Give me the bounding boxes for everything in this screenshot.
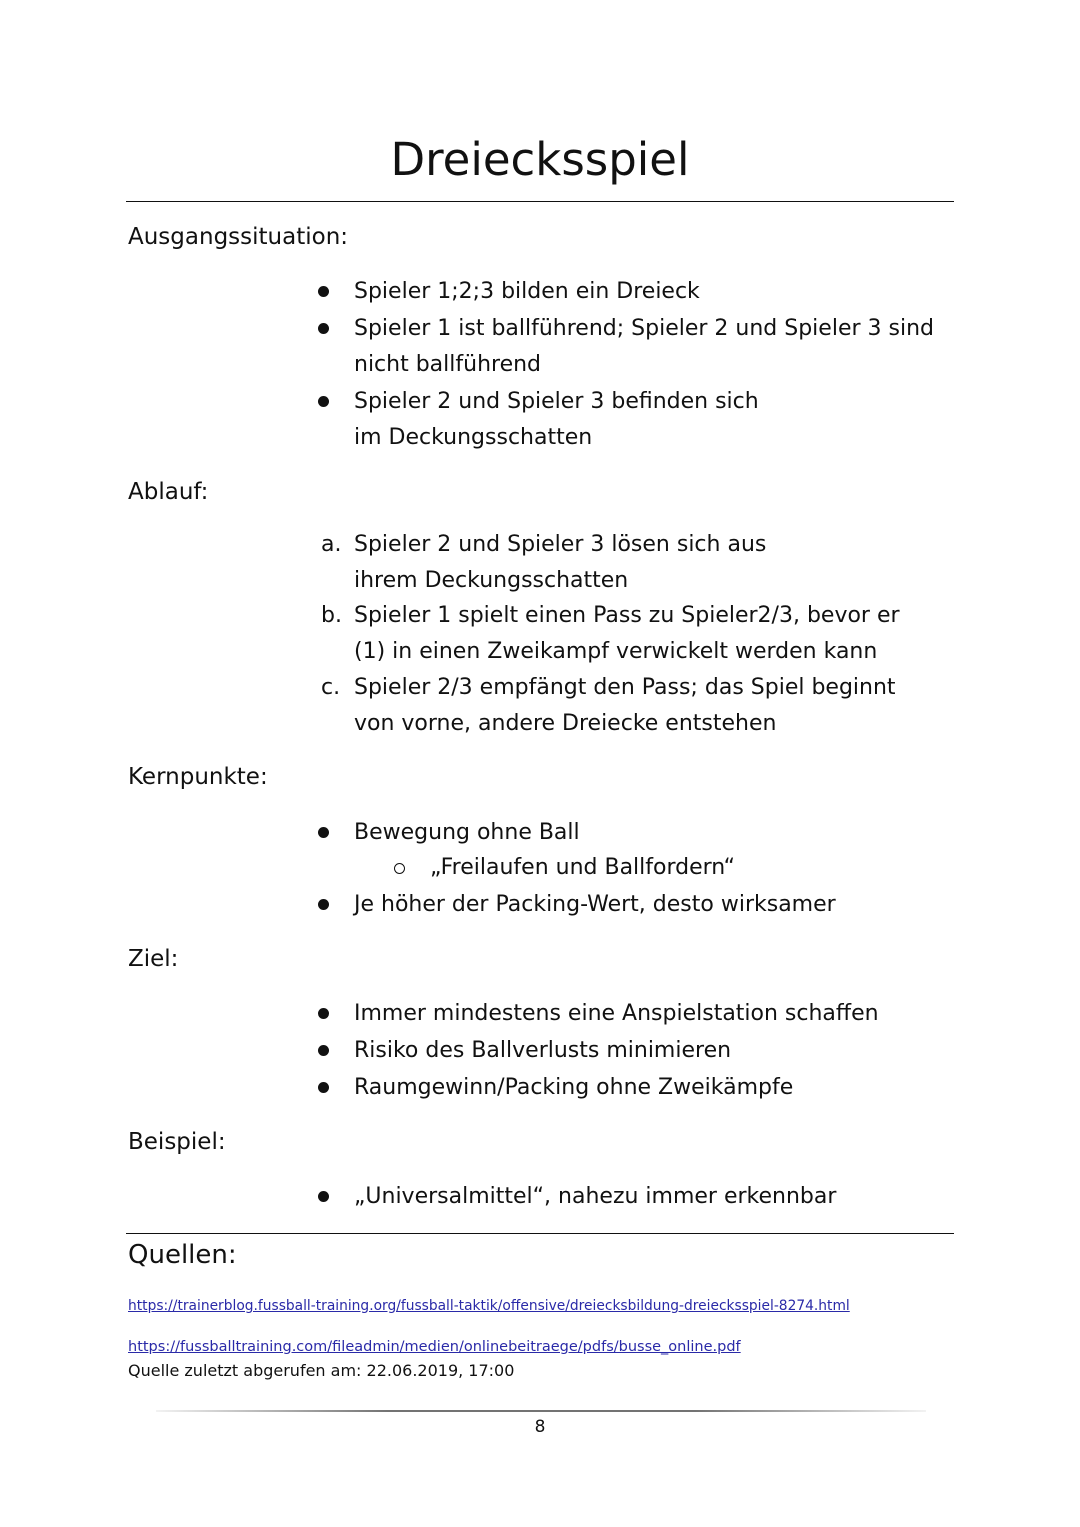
footer-divider <box>156 1410 926 1412</box>
circle-bullet-icon <box>394 863 405 874</box>
bullet-icon <box>318 286 329 297</box>
source-link[interactable]: https://trainerblog.fussball-training.org/fussball-taktik/offensive/dreiecksbildung-dreiecksspiel-8274.html <box>128 1298 850 1314</box>
list-marker: a. <box>321 532 342 557</box>
list-item: Raumgewinn/Packing ohne Zweikämpfe <box>354 1070 954 1106</box>
list-item: c. Spieler 2/3 empfängt den Pass; das Spiel beginnt von vorne, andere Dreiecke entstehen <box>354 670 924 741</box>
list-item: Spieler 1 ist ballführend; Spieler 2 und Spieler 3 sind nicht ballführend <box>354 311 954 382</box>
page-title: Dreiecksspiel <box>390 133 690 186</box>
list-item: a. Spieler 2 und Spieler 3 lösen sich aus ihrem Deckungsschatten <box>354 527 814 598</box>
list-marker: b. <box>321 603 342 628</box>
section-label-ziel: Ziel: <box>128 946 179 972</box>
source-link[interactable]: https://fussballtraining.com/fileadmin/medien/onlinebeitraege/pdfs/busse_online.pdf <box>128 1339 741 1355</box>
list-item: Spieler 1;2;3 bilden ein Dreieck <box>354 274 954 310</box>
section-label-ausgangssituation: Ausgangssituation: <box>128 224 349 250</box>
retrieved-date: Quelle zuletzt abgerufen am: 22.06.2019, 17:00 <box>128 1361 515 1380</box>
bullet-icon <box>318 827 329 838</box>
list-item: Je höher der Packing-Wert, desto wirksamer <box>354 887 954 923</box>
bullet-icon <box>318 899 329 910</box>
section-label-beispiel: Beispiel: <box>128 1129 226 1155</box>
bullet-icon <box>318 1008 329 1019</box>
list-item: „Universalmittel“, nahezu immer erkennbar <box>354 1179 954 1215</box>
sources-divider <box>126 1233 954 1234</box>
page-number: 8 <box>534 1417 546 1437</box>
section-label-kernpunkte: Kernpunkte: <box>128 764 268 790</box>
bullet-icon <box>318 396 329 407</box>
sources-heading: Quellen: <box>128 1240 237 1270</box>
section-label-ablauf: Ablauf: <box>128 479 209 505</box>
bullet-icon <box>318 1082 329 1093</box>
list-item: Bewegung ohne Ball <box>354 815 954 851</box>
bullet-icon <box>318 1045 329 1056</box>
list-item: Risiko des Ballverlusts minimieren <box>354 1033 954 1069</box>
list-subitem: „Freilaufen und Ballfordern“ <box>430 850 950 886</box>
title-divider <box>126 201 954 202</box>
bullet-icon <box>318 323 329 334</box>
list-item: b. Spieler 1 spielt einen Pass zu Spieler2/3, bevor er (1) in einen Zweikampf verwickelt werden kann <box>354 598 934 669</box>
list-item: Spieler 2 und Spieler 3 befinden sich im Deckungsschatten <box>354 384 774 455</box>
list-marker: c. <box>321 675 341 700</box>
list-item: Immer mindestens eine Anspielstation schaffen <box>354 996 954 1032</box>
bullet-icon <box>318 1191 329 1202</box>
